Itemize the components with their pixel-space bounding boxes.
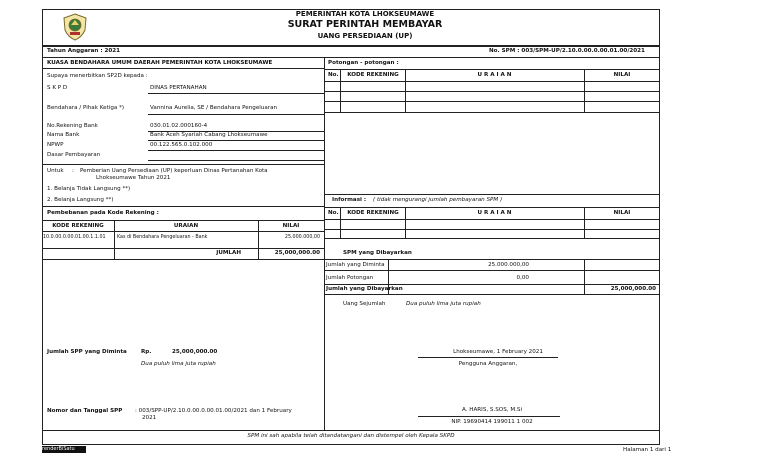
signer-name: A. HARIS, S.SOS, M.Si bbox=[461, 407, 523, 413]
npwp-value: 00.122.565.0.102.000 bbox=[150, 142, 213, 148]
norek-label: No.Rekening Bank bbox=[47, 123, 98, 129]
col-divider bbox=[405, 207, 406, 238]
nomor-spp-value: : 003/SPP-UP/2.10.0.00.0.00.01.00/2021 dan 1 February bbox=[135, 408, 292, 414]
divider bbox=[324, 207, 660, 208]
bendahara-label: Bendahara / Pihak Ketiga *) bbox=[47, 105, 125, 111]
emblem-icon bbox=[62, 13, 88, 41]
underline bbox=[148, 93, 324, 94]
divider bbox=[324, 101, 660, 102]
informasi-col-kode: KODE REKENING bbox=[347, 210, 399, 216]
pembebanan-title: Pembebanan pada Kode Rekening : bbox=[47, 210, 159, 216]
row-kode: 10.0.00.0.00.01.00.1.1.01 bbox=[43, 235, 106, 240]
potongan-col-uraian: U R A I A N bbox=[477, 72, 512, 78]
col-header-nilai: NILAI bbox=[282, 223, 300, 229]
skpd-label: S K P D bbox=[47, 85, 68, 91]
pengguna-anggaran: Pengguna Anggaran, bbox=[458, 361, 518, 367]
untuk-label: Untuk bbox=[47, 168, 64, 174]
col-header-uraian: URAIAN bbox=[173, 223, 199, 229]
divider bbox=[324, 112, 660, 113]
jumlah-potongan-label: Jumlah Potongan bbox=[326, 275, 374, 281]
jumlah-dibayarkan-label: Jumlah yang Dibayarkan bbox=[326, 286, 403, 292]
kuasa-bud: KUASA BENDAHARA UMUM DAERAH PEMERINTAH KOTA LHOKSEUMAWE bbox=[47, 60, 273, 66]
divider bbox=[42, 231, 324, 232]
skpd-value: DINAS PERTANAHAN bbox=[150, 85, 207, 91]
divider bbox=[42, 68, 324, 69]
norek-value: 030.01.02.000160-4 bbox=[150, 123, 208, 129]
col-divider bbox=[340, 207, 341, 238]
informasi-col-no: No. bbox=[328, 210, 339, 216]
spp-diminta-value: 25,000,000.00 bbox=[172, 349, 218, 355]
spp-diminta-terbilang: Dua puluh lima juta rupiah bbox=[141, 361, 216, 367]
divider bbox=[324, 284, 660, 285]
belanja-tidak-langsung: 1. Belanja Tidak Langsung **) bbox=[47, 186, 131, 192]
underline bbox=[148, 114, 324, 115]
spm-dibayarkan-title: SPM yang Dibayarkan bbox=[343, 250, 412, 256]
divider bbox=[324, 69, 660, 70]
col-divider bbox=[388, 259, 389, 294]
bank-value: Bank Aceh Syariah Cabang Lhokseumawe bbox=[150, 132, 268, 138]
divider bbox=[42, 259, 324, 260]
belanja-langsung: 2. Belanja Langsung **) bbox=[47, 197, 114, 203]
divider bbox=[324, 219, 660, 220]
jumlah-diminta-label: Jumlah yang Diminta bbox=[326, 262, 385, 268]
uang-sejumlah-label: Uang Sejumlah bbox=[343, 301, 386, 307]
underline bbox=[148, 140, 324, 141]
potongan-col-nilai: NILAI bbox=[613, 72, 631, 78]
no-spm: No. SPM : 003/SPM-UP/2.10.0.00.0.00.01.00/2021 bbox=[489, 48, 645, 54]
untuk-colon: : bbox=[72, 168, 74, 174]
divider bbox=[324, 259, 660, 260]
signer-nip: NIP. 19690414 199011 1 002 bbox=[451, 419, 533, 425]
divider bbox=[42, 248, 324, 249]
divider bbox=[324, 91, 660, 92]
jumlah-potongan-value: 0,00 bbox=[516, 275, 529, 281]
header-line1: PEMERINTAH KOTA LHOKSEUMAWE bbox=[295, 10, 435, 18]
jumlah-dibayarkan-value: 25,000,000.00 bbox=[610, 286, 656, 292]
col-divider bbox=[340, 69, 341, 112]
divider bbox=[324, 294, 660, 295]
col-header-kode: KODE REKENING bbox=[52, 223, 104, 229]
potongan-title: Potongan - potongan : bbox=[328, 60, 399, 66]
underline bbox=[418, 357, 558, 358]
untuk-value: Pemberian Uang Persediaan (UP) keperluan Dinas Pertanahan Kota bbox=[80, 168, 268, 174]
divider bbox=[324, 81, 660, 82]
divider bbox=[324, 194, 660, 195]
informasi-col-uraian: U R A I A N bbox=[477, 210, 512, 216]
spp-diminta-label: Jumlah SPP yang Diminta bbox=[47, 349, 127, 355]
informasi-col-nilai: NILAI bbox=[613, 210, 631, 216]
bendahara-value: Vannina Aurelia, SE / Bendahara Pengeluaran bbox=[150, 105, 278, 111]
tahun-anggaran: Tahun Anggaran : 2021 bbox=[47, 48, 121, 54]
page-number: Halaman 1 dari 1 bbox=[623, 447, 672, 453]
informasi-note: ( tidak mengurangi jumlah pembayaran SPM ) bbox=[373, 197, 503, 203]
spp-diminta-rp: Rp. bbox=[141, 349, 152, 355]
row-nilai: 25.000.000,00 bbox=[284, 235, 320, 240]
jumlah-diminta-value: 25.000.000,00 bbox=[488, 262, 529, 268]
informasi-label: Informasi : bbox=[332, 197, 367, 203]
bank-label: Nama Bank bbox=[47, 132, 80, 138]
divider bbox=[42, 206, 324, 207]
potongan-col-kode: KODE REKENING bbox=[347, 72, 399, 78]
col-divider bbox=[584, 259, 585, 294]
divider bbox=[42, 164, 324, 165]
underline bbox=[418, 416, 560, 417]
divider bbox=[324, 229, 660, 230]
npwp-label: NPWP bbox=[47, 142, 64, 148]
nomor-spp-value-cont: 2021 bbox=[142, 415, 157, 421]
supaya-label: Supaya menerbitkan SP2D kepada : bbox=[47, 73, 148, 79]
jumlah-value: 25,000,000.00 bbox=[274, 250, 320, 256]
divider bbox=[42, 57, 660, 58]
jumlah-label: JUMLAH bbox=[216, 250, 241, 256]
document-body-frame bbox=[42, 46, 660, 445]
col-divider bbox=[584, 207, 585, 238]
divider bbox=[42, 430, 660, 431]
place-date: Lhokseumawe, 1 February 2021 bbox=[453, 349, 543, 355]
col-divider bbox=[405, 69, 406, 112]
potongan-col-no: No. bbox=[328, 72, 339, 78]
underline bbox=[148, 160, 324, 161]
untuk-value-cont: Lhokseumawe Tahun 2021 bbox=[96, 175, 171, 181]
nomor-spp-label: Nomor dan Tanggal SPP bbox=[47, 408, 123, 414]
col-divider bbox=[584, 69, 585, 112]
render-stamp: renderBiSatu bbox=[42, 446, 86, 453]
uang-sejumlah-value: Dua puluh lima juta rupiah bbox=[406, 301, 481, 307]
divider bbox=[42, 220, 324, 221]
header-line3: UANG PERSEDIAAN (UP) bbox=[317, 32, 413, 40]
dasar-label: Dasar Pembayaran bbox=[47, 152, 101, 158]
footer-note: SPM ini sah apabila telah ditandatangani dan distempel oleh Kepala SKPD bbox=[247, 433, 455, 439]
underline bbox=[148, 150, 324, 151]
header-title: SURAT PERINTAH MEMBAYAR bbox=[287, 19, 443, 30]
coat-of-arms-logo bbox=[62, 13, 88, 41]
divider bbox=[324, 270, 660, 271]
divider bbox=[324, 238, 660, 239]
row-uraian: Kas di Bendahara Pengeluaran - Bank bbox=[117, 235, 208, 240]
